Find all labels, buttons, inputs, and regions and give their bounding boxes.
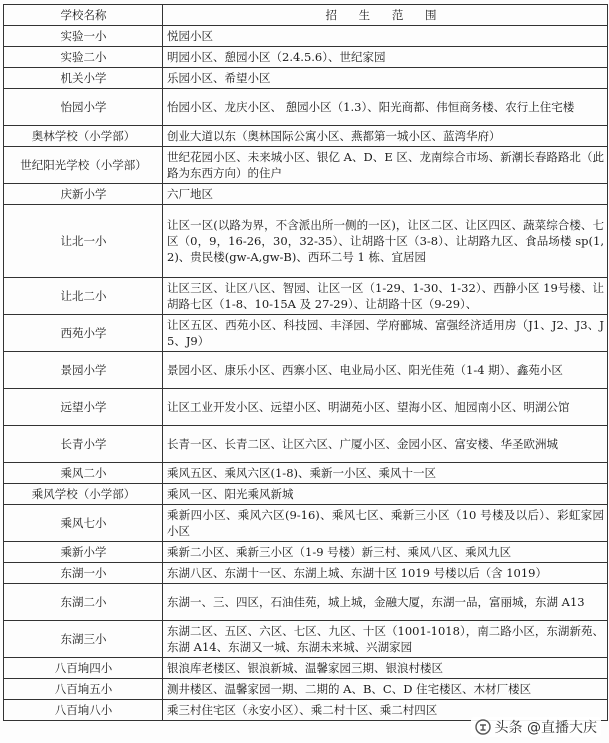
enrollment-area: 乘新二小区、乘新三小区（1-9 号楼）新三村、乘风八区、乘风九区: [163, 542, 608, 563]
table-row: [4, 563, 608, 584]
enrollment-area: 世纪花园小区、未来城小区、银亿 A、D、E 区、龙南综合市场、新潮长春路路北（此路为东西方向）的住户: [163, 147, 608, 184]
school-name: 东湖一小: [4, 563, 163, 584]
enrollment-area: 银浪库老楼区、银浪新城、温馨家园三期、银浪村楼区: [163, 658, 608, 679]
school-name: 乘风学校（小学部）: [4, 484, 163, 505]
school-name: 乘风二小: [4, 463, 163, 484]
table-row: [4, 68, 608, 89]
enrollment-area: 乐园小区、希望小区: [163, 68, 608, 89]
enrollment-area: 东湖八区、东湖十一区、东湖上城、东湖十区 1019 号楼以后（含 1019）: [163, 563, 608, 584]
table-row: [4, 278, 608, 315]
toutiao-logo-icon: [475, 719, 491, 735]
enrollment-area: 乘风一区、阳光乘风新城: [163, 484, 608, 505]
table-row: [4, 584, 608, 621]
table-row: [4, 505, 608, 542]
school-name: 怡园小学: [4, 89, 163, 126]
enrollment-area: 让区三区、让区八区、智园、让区一区（1-29、1-30、1-32）、西静小区 19号楼、让胡路七区（1-8、10-15A 及 27-29）、让胡路十区（9-29）、: [163, 278, 608, 315]
enrollment-area: 让区一区(以路为界，不含派出所一侧的一区)，让区二区、让区四区、蔬菜综合楼、七区（0，9，16-26，30，32-35）、让胡路十区（3-8）、让胡路九区、食品场楼 sp(1,2)、贵民楼(gw-A,gw-B)、西环二号 1 栋、宜居园: [163, 205, 608, 278]
school-name: 庆新小学: [4, 184, 163, 205]
enrollment-area: 长青一区、长青二区、让区六区、广厦小区、金园小区、富安楼、华圣欧洲城: [163, 426, 608, 463]
enrollment-area: 明园小区、憩园小区（2.4.5.6）、世纪家园: [163, 47, 608, 68]
table-row: [4, 658, 608, 679]
table-row: [4, 126, 608, 147]
school-name: 八百垧四小: [4, 658, 163, 679]
enrollment-area: 怡园小区、龙庆小区、 憩园小区（1.3）、阳光商都、伟恒商务楼、农行上住宅楼: [163, 89, 608, 126]
table-row: [4, 389, 608, 426]
school-name: 让北二小: [4, 278, 163, 315]
enrollment-area: 创业大道以东（奥林国际公寓小区、燕都第一城小区、蓝湾华府）: [163, 126, 608, 147]
school-name: 远望小学: [4, 389, 163, 426]
enrollment-area: 东湖一、三、四区，石油佳苑，城上城，金融大厦，东湖一品，富丽城，东湖 A13: [163, 584, 608, 621]
school-name: 让北一小: [4, 205, 163, 278]
school-name: 景园小学: [4, 352, 163, 389]
school-name: 实验一小: [4, 26, 163, 47]
header-school-name: 学校名称: [4, 5, 163, 26]
enrollment-area: 乘新四小区、乘风六区(9-16)、乘风七区、乘新三小区（10 号楼及以后）、彩虹家园小区: [163, 505, 608, 542]
school-name: 西苑小学: [4, 315, 163, 352]
table-row: [4, 26, 608, 47]
table-header-row: [4, 5, 608, 26]
enrollment-area: 乘三村住宅区（永安小区）、乘二村十区、乘二村四区: [163, 700, 608, 721]
watermark-text: 头条 @直播大庆: [494, 720, 597, 736]
enrollment-area: 让区工业开发小区、远望小区、明湖苑小区、望海小区、旭园南小区、明湖公馆: [163, 389, 608, 426]
watermark: [471, 717, 601, 737]
table-row: [4, 463, 608, 484]
table-row: [4, 147, 608, 184]
school-name: 机关小学: [4, 68, 163, 89]
enrollment-area: 乘风五区、乘风六区(1-8)、乘新一小区、乘风十一区: [163, 463, 608, 484]
enrollment-area: 六厂地区: [163, 184, 608, 205]
table-row: [4, 89, 608, 126]
school-name: 奥林学校（小学部）: [4, 126, 163, 147]
school-name: 乘风七小: [4, 505, 163, 542]
enrollment-table: [3, 4, 608, 721]
table-row: [4, 315, 608, 352]
table-row: [4, 426, 608, 463]
table-row: [4, 679, 608, 700]
school-name: 世纪阳光学校（小学部）: [4, 147, 163, 184]
enrollment-area: 测井楼区、温馨家园一期、二期的 A、B、C、D 住宅楼区、木材厂楼区: [163, 679, 608, 700]
enrollment-area: 让区五区、西苑小区、科技园、丰泽园、学府郦城、富强经济适用房（J1、J2、J3、J5、J9）: [163, 315, 608, 352]
table-row: [4, 184, 608, 205]
school-name: 长青小学: [4, 426, 163, 463]
table-row: [4, 352, 608, 389]
school-name: 八百垧八小: [4, 700, 163, 721]
table-row: [4, 47, 608, 68]
school-name: 东湖二小: [4, 584, 163, 621]
table-row: [4, 205, 608, 278]
table-row: [4, 621, 608, 658]
school-name: 八百垧五小: [4, 679, 163, 700]
school-name: 乘新小学: [4, 542, 163, 563]
header-enrollment-area: 招 生 范 围: [163, 5, 608, 26]
school-name: 东湖三小: [4, 621, 163, 658]
enrollment-area: 悦园小区: [163, 26, 608, 47]
enrollment-area: 景园小区、康乐小区、西寨小区、电业局小区、阳光佳苑（1-4 期）、鑫苑小区: [163, 352, 608, 389]
enrollment-area: 东湖二区、五区、六区、七区、九区、十区（1001-1018），南二路小区，东湖新苑、东湖 A14、东湖又一城、东湖未来城、兴湖家园: [163, 621, 608, 658]
table-row: [4, 542, 608, 563]
school-name: 实验二小: [4, 47, 163, 68]
table-row: [4, 484, 608, 505]
